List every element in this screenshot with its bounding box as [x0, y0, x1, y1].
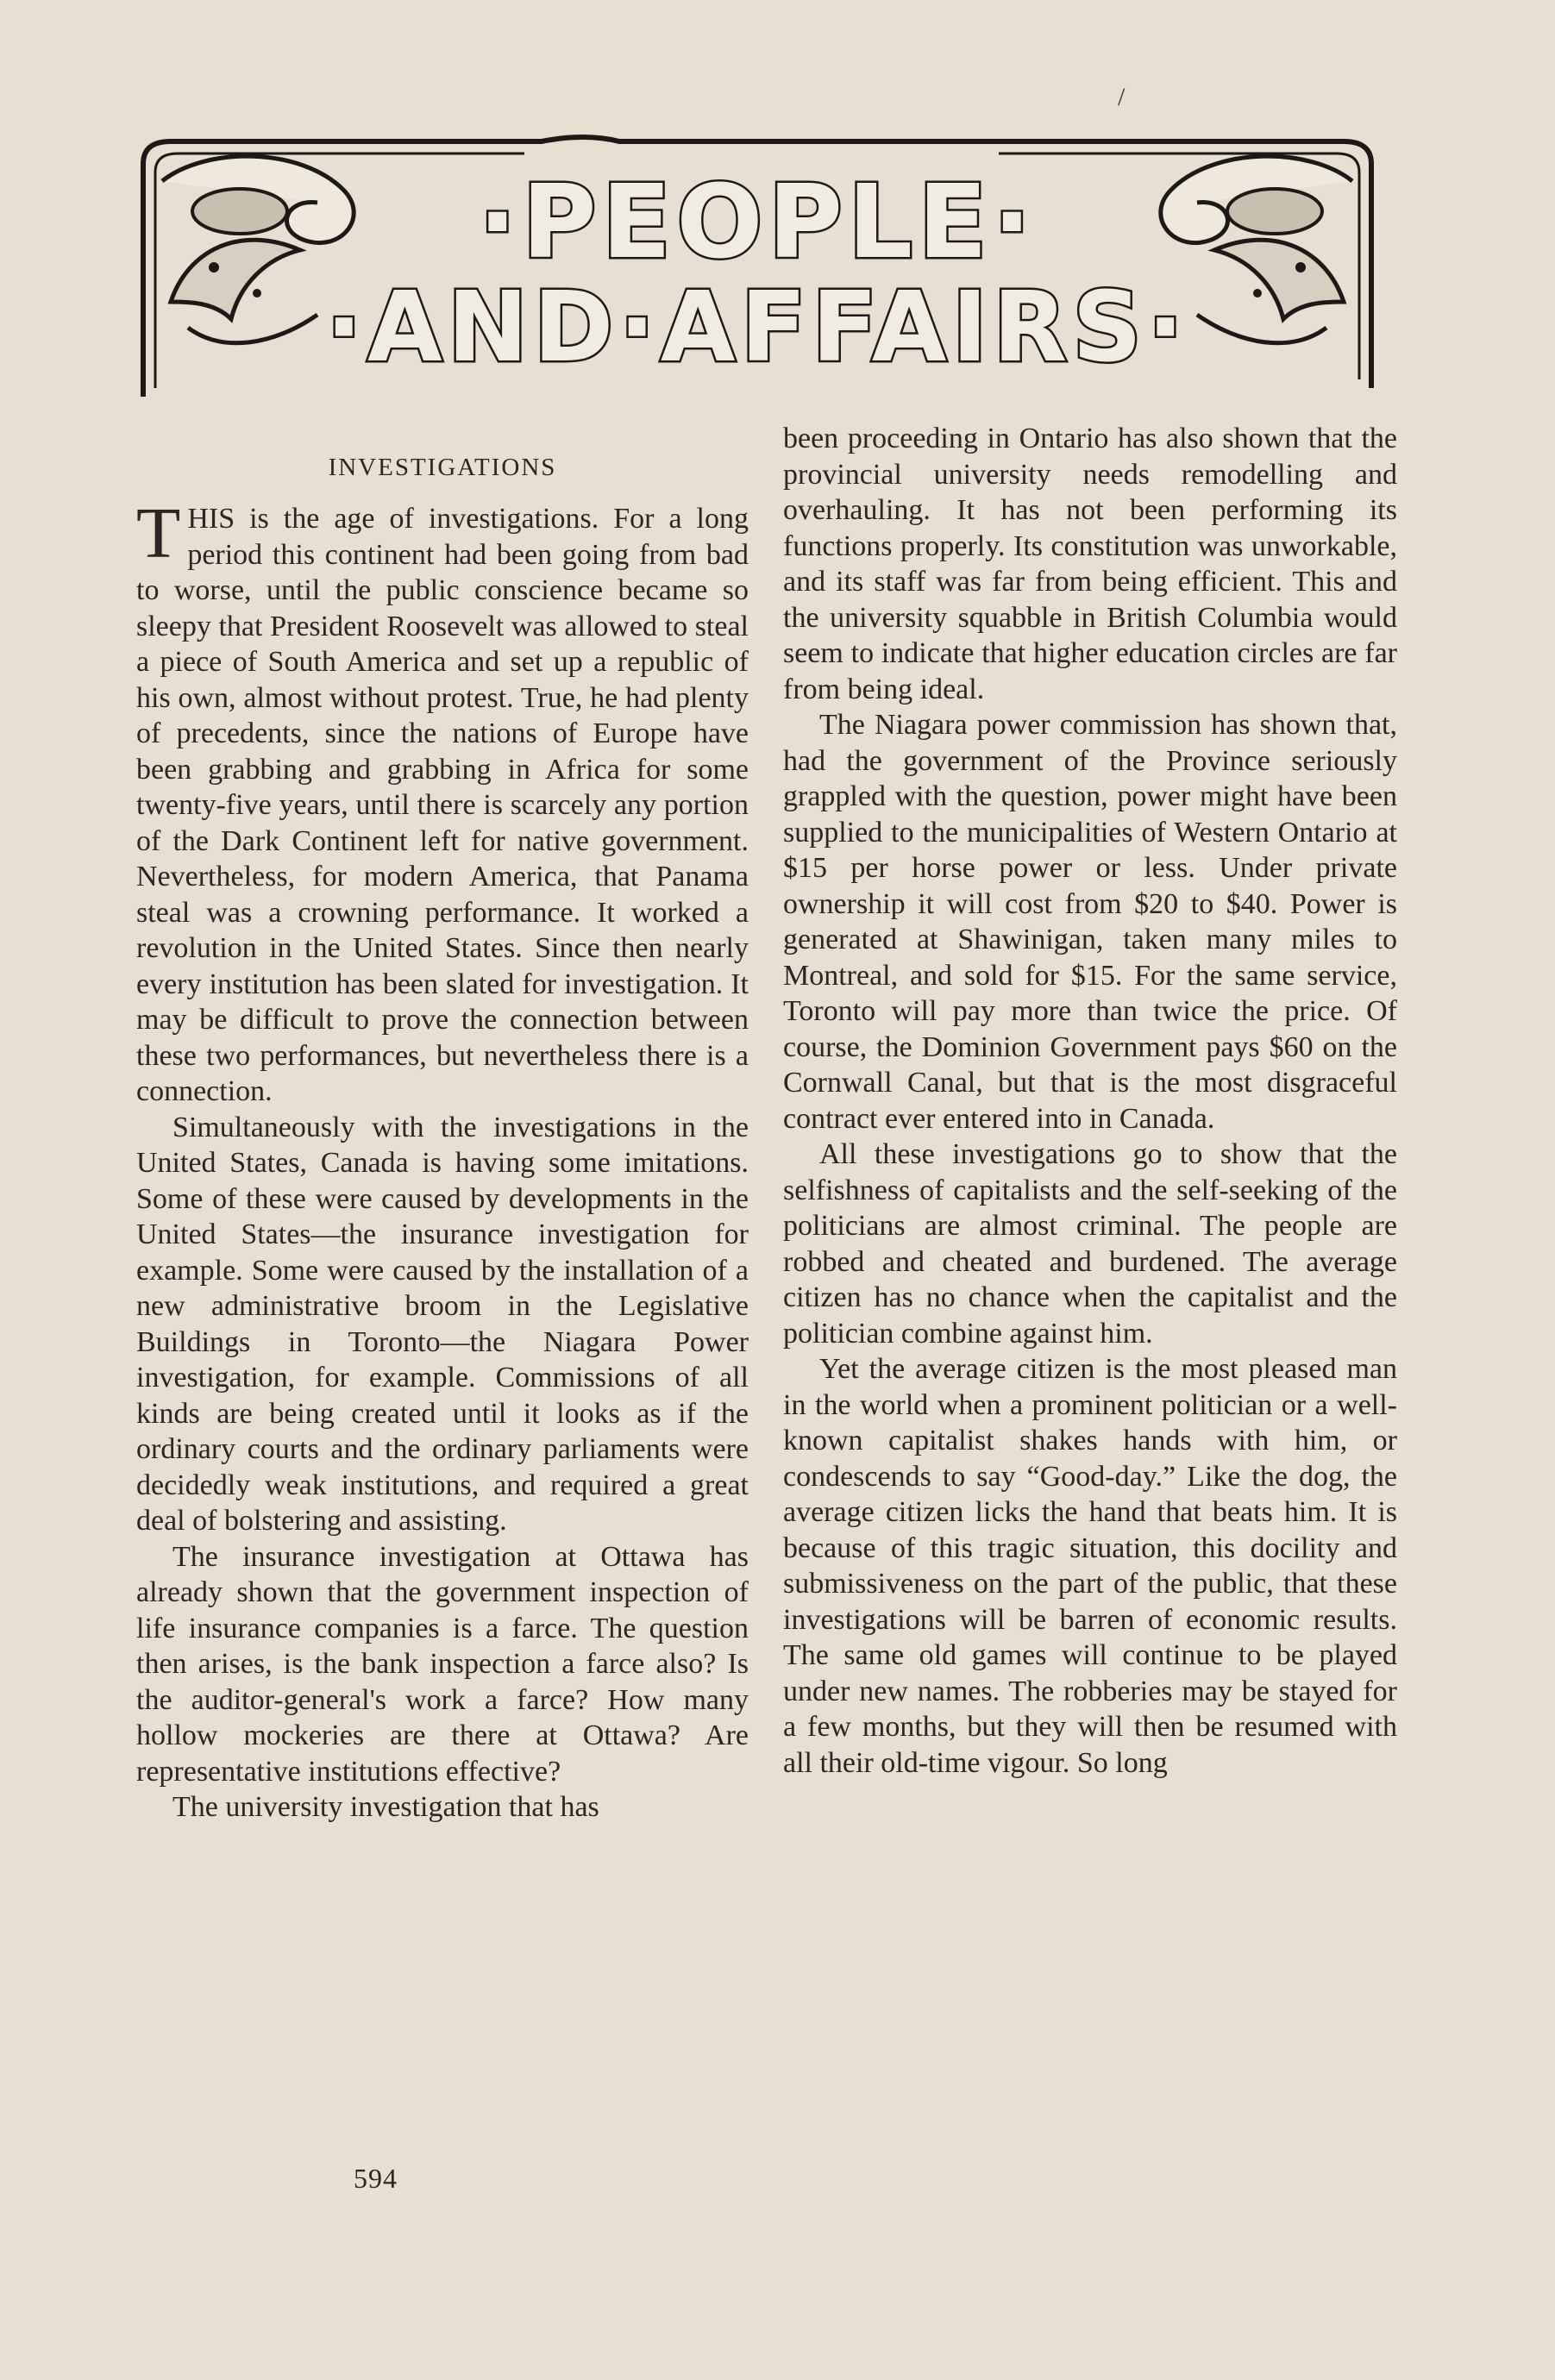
- page-mark: /: [1118, 83, 1125, 111]
- article-heading: INVESTIGATIONS: [328, 454, 557, 481]
- paragraph-7: All these investigations go to show that the selfishness of capitalists and the self-seeking of the politicians are almost criminal. The people are robbed and cheated and burdened. The average citizen has no chance when the capitalist and the politician combine against him.: [783, 1138, 1397, 1350]
- paragraph-1: [136, 493, 749, 1110]
- paragraph-4: The university investigation that has: [172, 1791, 599, 1823]
- paragraph-5: been proceeding in Ontario has also shown that the provincial university needs remodelling and overhauling. It has not been performing its functions properly. Its constitution was unworkable, and its staff was far from being efficient. This and the university squabble in British Columbia would seem to indicate that higher education circles are far from being ideal.: [783, 423, 1397, 705]
- paragraph-3: The insurance investigation at Ottawa has already shown that the government inspection of life insurance companies is a farce. The question then arises, is the bank inspection a farce also? Is the auditor-general's work a farce? How many hollow mockeries are there at Ottawa? Are representative institutions effective?: [136, 1540, 749, 1788]
- banner-title-line1: ·PEOPLE·: [478, 162, 1037, 281]
- left-column: [136, 453, 749, 1826]
- paragraph-1-text: HIS is the age of investigations. For a long period this continent had been going from bad to worse, until the public conscience became so sleepy that President Roosevelt was allowed to steal a piece of South America and set up a republic of his own, almost without protest. True, he had plenty of precedents, since the nations of Europe have been grabbing and grabbing in Africa for some twenty-five years, until there is scarcely any portion of the Dark Continent left for native government. Nevertheless, for modern America, that Panama steal was a crowning performance. It worked a revolution in the United States. Since then nearly every institution has been slated for investigation. It may be difficult to prove the connection between these two performances, but nevertheless there is a connection.: [136, 503, 749, 1107]
- section-banner: [136, 129, 1378, 405]
- page-number: 594: [354, 2163, 398, 2194]
- paragraph-2: Simultaneously with the investigations in the United States, Canada is having some imitations. Some of these were caused by developments in the United States—the insurance investigation for example. Some were caused by the installation of a new administrative broom in the Legislative Buildings in Toronto—the Niagara Power investigation, for example. Commissions of all kinds are being created until it looks as if the ordinary courts and the ordinary parliaments were decidedly weak institutions, and required a great deal of bolstering and assisting.: [136, 1111, 749, 1537]
- paragraph-6: The Niagara power commission has shown that, had the government of the Province seriously grappled with the question, power might have been supplied to the municipalities of Western Ontario at $15 per horse power or less. Under private ownership it will cost from $20 to $40. Power is generated at Shawinigan, taken many miles to Montreal, and sold for $15. For the same service, Toronto will pay more than twice the price. Of course, the Dominion Government pays $60 on the Cornwall Canal, but that is the most disgraceful contract ever entered into in Canada.: [783, 709, 1397, 1135]
- drop-cap: T: [136, 493, 181, 573]
- right-column: [783, 421, 1397, 1781]
- right-flourish: [1161, 156, 1352, 343]
- paragraph-8: Yet the average citizen is the most pleased man in the world when a prominent politician or a well-known capitalist shakes hands with him, or condescends to say “Good-day.” Like the dog, the average citizen licks the hand that beats him. It is because of this tragic situation, this docility and submissiveness on the part of the public, that these investigations will be barren of economic results. The same old games will continue to be played under new names. The robberies may be stayed for a few months, but they will then be resumed with all their old-time vigour. So long: [783, 1353, 1397, 1779]
- banner-ornament: [136, 129, 1378, 405]
- banner-title-line2: ·AND·AFFAIRS·: [325, 272, 1189, 384]
